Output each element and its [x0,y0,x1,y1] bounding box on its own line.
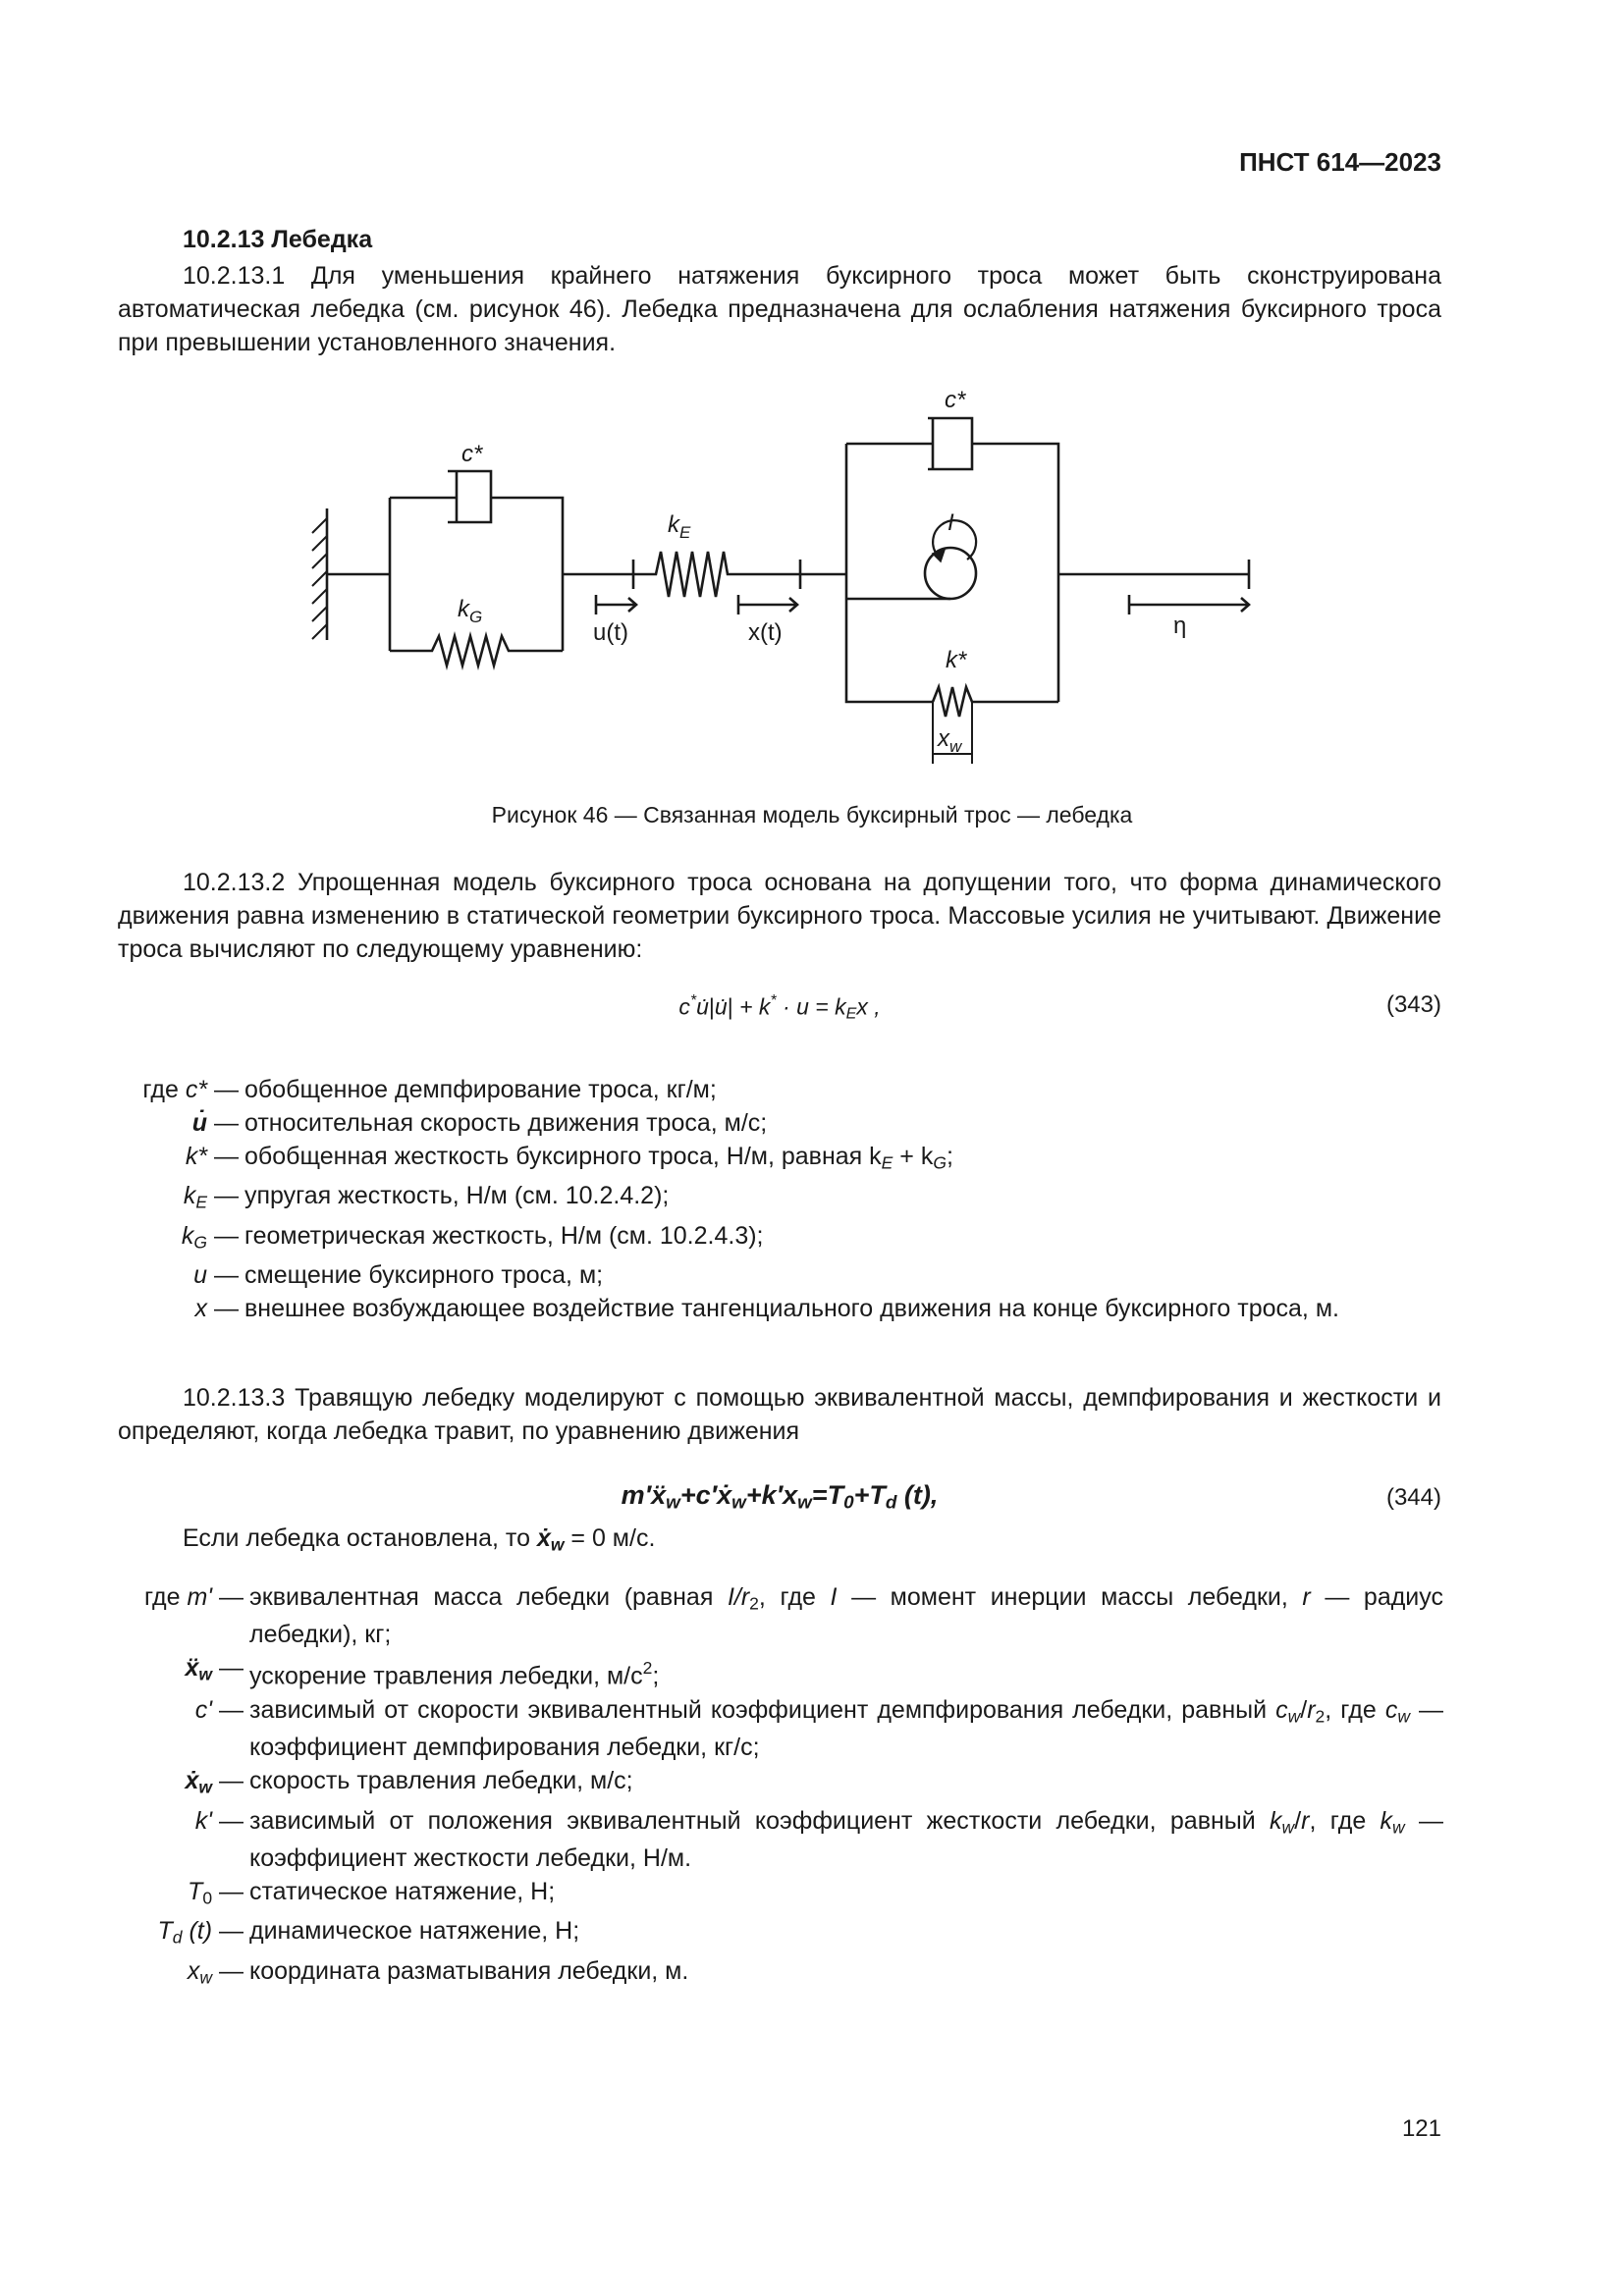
list-item: $T_d$ (t) — динамическое натяжение, Н; [157,1917,580,1948]
list-item: c' — зависимый от скорости эквивалентный коэффициент демпфирования лебедки, равный $c_w/r_2$, где $c_w$ — коэффициент демпфирования лебедки, кг/с; [194,1695,1443,1762]
document-id: ПНСТ 614—2023 [1239,147,1441,177]
figure-caption: Рисунок 46 — Связанная модель буксирный трос — лебедка [491,802,1133,828]
label-x-t: x(t) [748,619,783,646]
label-kG: $k_G$ [458,596,483,626]
equation-343-block [118,991,1441,1031]
damper-right-cylinder [928,418,972,469]
list-item: k* — обобщенная жесткость буксирного троса, Н/м, равная $k_E + k_G$; [185,1143,953,1173]
label-u-t: u(t) [593,619,628,646]
spring-kG [390,636,563,666]
label-k-star: k* [946,647,967,673]
equation-344: $m'ẍ_w+c'ẋ_w+k'x_w=T_0+T_d$ (t), [621,1480,939,1514]
list-item: $k_E$ — упругая жесткость, Н/м (см. 10.2.4.2); [183,1182,670,1212]
paragraph-10-2-13-2 [118,866,1441,966]
label-eta: η [1173,613,1187,639]
paragraph-10-2-13-3 [118,1381,1441,1448]
label-kE: $k_E$ [668,511,691,542]
equation-344-block [118,1480,1441,1520]
label-c-star-left: c* [461,441,483,467]
label-inertia-I: I [947,509,954,536]
list-item: ẍ$_w$ — ускорение травления лебедки, $м/с^2$; [185,1654,660,1690]
variable-list-344 [79,1581,1443,1995]
equation-344-number: (344) [1385,1484,1441,1511]
list-item: u — смещение буксирного троса, м; [193,1261,604,1290]
winch-drum [925,548,976,599]
list-item: $x_w$ — координата разматывания лебедки, м. [187,1956,689,1988]
spring-kE [633,552,800,597]
list-item: ẋ$_w$ — скорость травления лебедки, м/с; [185,1767,633,1797]
paragraph-text: 10.2.13.2 Упрощенная модель буксирного троса основана на допущении того, что форма динамического движения равна изменению в статической геометрии буксирного троса. Массовые усилия не учитывают. Движение троса вычисляют по следующему уравнению: [118,869,1441,963]
list-item: $T_0$ — статическое натяжение, Н; [188,1878,556,1908]
list-item: u̇ — относительная скорость движения троса, м/с; [191,1109,768,1137]
list-item: x — внешнее возбуждающее воздействие тангенциального движения на конце буксирного троса, м. [194,1295,1339,1323]
label-x-w: $x_w$ [938,725,962,756]
figure-46-diagram [0,373,1624,785]
list-item: k' — зависимый от положения эквивалентный коэффициент жесткости лебедки, равный $k_w/r$, где $k_w$ — коэффициент жесткости лебедки, Н/м. [194,1806,1443,1872]
spring-kstar [933,687,1058,717]
equation-343: c*u̇|u̇| + $k^* \cdot u = k_Ex$ , [678,991,881,1023]
list-item: $k_G$ — геометрическая жесткость, Н/м (см. 10.2.4.3); [181,1221,764,1253]
paragraph-10-2-13-1 [118,259,1441,359]
paragraph-text: 10.2.13.1 Для уменьшения крайнего натяжения буксирного троса может быть сконструирована автоматическая лебедка (см. рисунок 46). Лебедка предназначена для ослабления натяжения буксирного троса при превышении установленного значения. [118,262,1441,356]
list-item: где c* — обобщенное демпфирование троса, кг/м; [142,1076,717,1103]
final-statement: Если лебедка остановлена, то ẋ$_w$ = 0 м/с. [183,1524,656,1555]
label-c-star-right: c* [945,387,966,413]
paragraph-text: 10.2.13.3 Травящую лебедку моделируют с помощью эквивалентной массы, демпфирования и жесткости и определяют, когда лебедка травит, по уравнению движения [118,1384,1441,1445]
section-heading: 10.2.13 Лебедка [183,226,373,253]
equation-343-number: (343) [1385,991,1441,1018]
page-number: 121 [1401,2115,1441,2142]
wall-hatch [312,518,327,639]
list-item: где m' — эквивалентная масса лебедки (равная $I/r_2$, где I — момент инерции массы лебедки, r — радиус лебедки), кг; [144,1583,1443,1649]
variable-list-343 [79,1074,1443,1326]
